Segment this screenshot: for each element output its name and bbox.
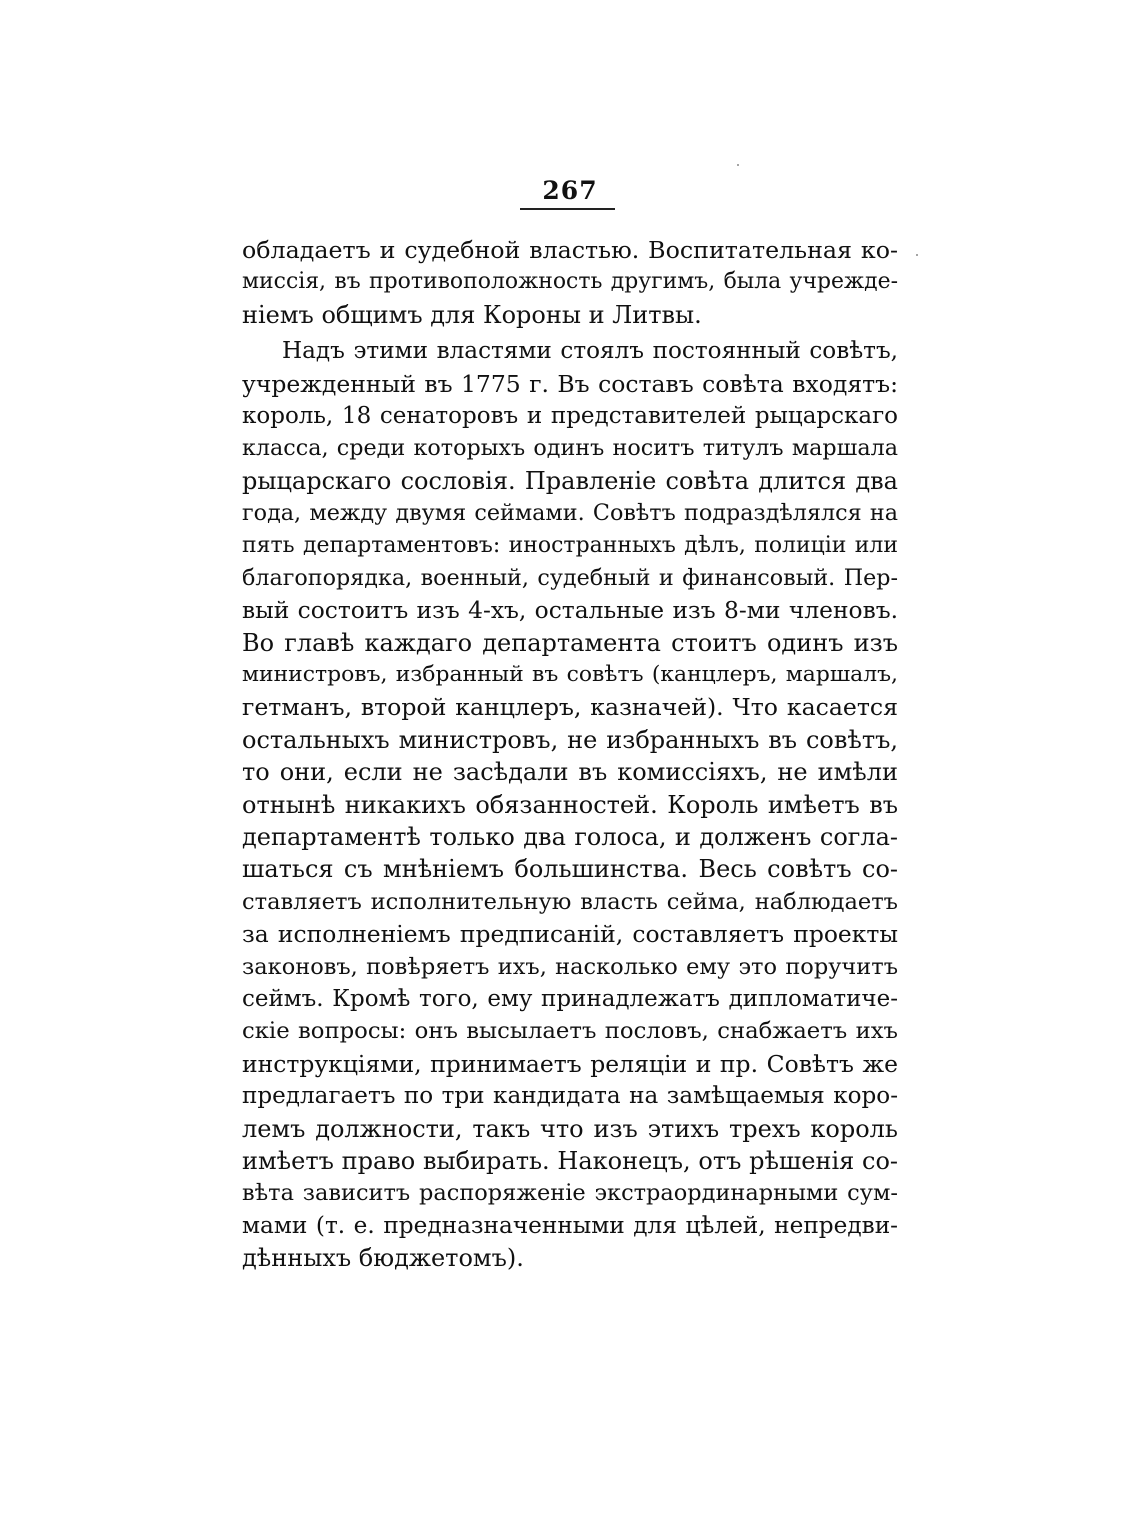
text-line: имѣетъ право выбирать. Наконецъ, отъ рѣшенія со-: [242, 1146, 898, 1175]
text-line: то они, если не засѣдали въ комиссіяхъ, не имѣли: [242, 758, 898, 787]
text-line: миссія, въ противоположность другимъ, была учрежде-: [242, 269, 898, 295]
text-line: класса, среди которыхъ одинъ носитъ титулъ маршала: [242, 435, 898, 462]
text-line: ніемъ общимъ для Короны и Литвы.: [242, 300, 702, 329]
text-line: Во главѣ каждаго департамента стоитъ одинъ изъ: [242, 628, 898, 657]
paragraph-2: [242, 335, 898, 1274]
text-line: вый состоитъ изъ 4-хъ, остальные изъ 8-ми членовъ.: [242, 596, 898, 625]
text-line: года, между двумя сеймами. Совѣтъ подраздѣлялся на: [242, 500, 898, 527]
text-line: рыцарскаго сословія. Правленіе совѣта длится два: [242, 466, 898, 495]
text-line: дѣнныхъ бюджетомъ).: [242, 1244, 524, 1273]
text-line: гетманъ, второй канцлеръ, казначей). Что касается: [242, 693, 898, 722]
text-line: министровъ, избранный въ совѣтъ (канцлеръ, маршалъ,: [242, 662, 898, 688]
text-line: король, 18 сенаторовъ и представителей рыцарскаго: [242, 402, 898, 429]
text-line: отнынѣ никакихъ обязанностей. Король имѣетъ въ: [242, 790, 898, 819]
scan-speck: [737, 164, 739, 166]
text-line: за исполненіемъ предписаній, составляетъ проекты: [242, 920, 898, 949]
body-text: [242, 234, 898, 1275]
text-line: шаться съ мнѣніемъ большинства. Весь совѣтъ со-: [242, 855, 898, 884]
page-number-rule: [520, 208, 615, 210]
scan-speck: [916, 254, 918, 256]
text-line: лемъ должности, такъ что изъ этихъ трехъ король: [242, 1114, 898, 1143]
text-line: мами (т. е. предназначенными для цѣлей, непредви-: [242, 1211, 898, 1239]
text-line: сеймъ. Кромѣ того, ему принадлежатъ дипломатиче-: [242, 985, 898, 1012]
text-line: департаментѣ только два голоса, и долженъ согла-: [242, 823, 898, 852]
paragraph-1: [242, 234, 898, 331]
text-line: учрежденный въ 1775 г. Въ составъ совѣта входятъ:: [242, 369, 898, 398]
text-line: ставляетъ исполнительную власть сейма, наблюдаетъ: [242, 888, 898, 915]
text-line: вѣта зависитъ распоряженіе экстраординарными сум-: [242, 1180, 898, 1207]
text-line: пять департаментовъ: иностранныхъ дѣлъ, полиціи или: [242, 532, 898, 558]
text-line: Надъ этими властями стоялъ постоянный совѣтъ,: [282, 338, 898, 365]
text-line: обладаетъ и судебной властью. Воспитательная ко-: [242, 236, 898, 264]
text-line: предлагаетъ по три кандидата на замѣщаемыя коро-: [242, 1083, 898, 1110]
text-line: благопорядка, военный, судебный и финансовый. Пер-: [242, 564, 898, 591]
text-line: законовъ, повѣряетъ ихъ, насколько ему это поручитъ: [242, 953, 898, 980]
page-number: 267: [542, 176, 598, 205]
text-line: инструкціями, принимаетъ реляціи и пр. Совѣтъ же: [242, 1049, 898, 1078]
text-line: скіе вопросы: онъ высылаетъ пословъ, снабжаетъ ихъ: [242, 1018, 898, 1045]
text-line: остальныхъ министровъ, не избранныхъ въ совѣтъ,: [242, 725, 898, 754]
